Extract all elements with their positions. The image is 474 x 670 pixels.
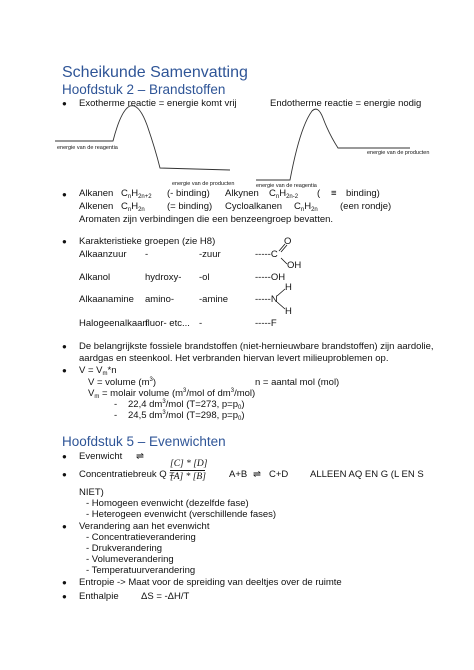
exo-producten-label: energie van de producten xyxy=(172,181,235,187)
endotherm-text: Endotherme reactie = energie nodig xyxy=(270,98,422,109)
endo-reagentia-label: energie van de reagentia xyxy=(256,183,317,189)
volume-definition: V = volume $(m^3)$ xyxy=(88,377,157,388)
group-prefix: fluor- etc... xyxy=(145,318,190,329)
reactants: A+B xyxy=(229,469,248,480)
alkeen-binding: (= binding) xyxy=(167,201,213,212)
group-suffix: -ol xyxy=(199,272,210,283)
verandering-item: - Volumeverandering xyxy=(86,554,174,565)
group-prefix: - xyxy=(145,249,149,260)
bullet-icon: ● xyxy=(62,522,67,531)
alkaan-formula: $C_nH_{2n+2}$ xyxy=(121,188,152,200)
bullet-icon: ● xyxy=(62,452,67,461)
group-name: Alkanol xyxy=(79,272,111,283)
cyclo-binding: (een rondje) xyxy=(340,201,392,212)
group-prefix: hydroxy- xyxy=(145,272,182,283)
alkenen-label: Alkenen xyxy=(79,201,114,212)
bullet-icon: ● xyxy=(62,366,67,375)
bullet-icon: ● xyxy=(62,190,67,199)
homogeen-text: - Homogeen evenwicht (dezelfde fase) xyxy=(86,498,249,509)
products: C+D xyxy=(269,469,289,480)
group-prefix: amino- xyxy=(145,294,175,305)
dash-icon: - xyxy=(114,410,118,421)
group-name: Halogeenalkaan xyxy=(79,318,148,329)
bullet-icon: ● xyxy=(62,592,67,601)
cyclo-formula: $C_nH_{2n}$ xyxy=(294,201,318,213)
bullet-icon: ● xyxy=(62,470,67,479)
triple-bond-icon: ≡ xyxy=(331,188,337,199)
alkanen-label: Alkanen xyxy=(79,188,114,199)
bullet-icon: ● xyxy=(62,237,67,246)
group-structure: -----N xyxy=(255,294,278,305)
alkyn-formula: $C_nH_{2n-2}$ xyxy=(269,188,299,200)
kar-groepen-heading: Karakteristieke groepen (zie H8) xyxy=(79,236,216,247)
vm-value-298: 24,5 $dm^3$/mol (T=298, $p=p_0$) xyxy=(128,410,245,422)
chapter-5-heading: Hoofdstuk 5 – Evenwichten xyxy=(62,434,226,449)
verandering-item: - Concentratieverandering xyxy=(86,532,196,543)
bullet-icon: ● xyxy=(62,342,67,351)
mol-definition: n = aantal mol (mol) xyxy=(255,377,340,388)
verandering-item: - Temperatuurverandering xyxy=(86,565,196,576)
group-suffix: -zuur xyxy=(199,249,221,260)
heterogeen-text: - Heterogeen evenwicht (verschillende fases) xyxy=(86,509,277,520)
alkeen-formula: $C_nH_{2n}$ xyxy=(121,201,145,213)
alkyn-binding-open: ( xyxy=(317,188,321,199)
struct-h-bottom: H xyxy=(285,306,292,317)
verandering-heading: Verandering aan het evenwicht xyxy=(79,521,210,532)
alkynen-label: Alkynen xyxy=(225,188,259,199)
struct-o-atom: O xyxy=(284,236,292,247)
group-suffix: -amine xyxy=(199,294,229,305)
niet-text: NIET) xyxy=(79,487,104,498)
exotherm-text: Exotherme reactie = energie komt vrij xyxy=(79,98,237,109)
vm-definition: $V_m$ = molair volume ($m^3$/mol of $dm^3/mol$) xyxy=(88,388,256,400)
equilibrium-arrows-icon: ⇌ xyxy=(253,469,261,480)
aromaten-text: Aromaten zijn verbindingen die een benzeengroep bevatten. xyxy=(79,214,334,225)
group-suffix: - xyxy=(199,318,203,329)
fraction-denominator: [A] * [B] xyxy=(170,472,206,482)
endo-producten-label: energie van de producten xyxy=(367,150,430,156)
chapter-2-heading: Hoofdstuk 2 – Brandstoffen xyxy=(62,82,226,97)
group-structure: -----C xyxy=(255,249,278,260)
alkaan-binding: (- binding) xyxy=(167,188,210,199)
concentratiebreuk-label: Concentratiebreuk Q = xyxy=(79,469,175,480)
molar-volume-equation: $V = V_m*n$ xyxy=(79,365,117,377)
fraction-numerator: [C] * [D] xyxy=(170,459,208,469)
dash-icon: - xyxy=(114,399,118,410)
verandering-item: - Drukverandering xyxy=(86,543,163,554)
struct-oh-atom: OH xyxy=(287,260,302,271)
struct-h-top: H xyxy=(285,282,292,293)
evenwicht-label: Evenwicht xyxy=(79,451,123,462)
vm-value-273: 22,4 $dm^3$/mol (T=273, $p=p_0$) xyxy=(128,399,245,411)
alkyn-binding-close: binding) xyxy=(346,188,380,199)
alleen-text: ALLEEN AQ EN G (L EN S xyxy=(310,469,424,480)
entropie-text: Entropie -> Maat voor de spreiding van deeltjes over de ruimte xyxy=(79,577,342,588)
delta-s-formula: ΔS = -ΔH/T xyxy=(141,591,190,602)
group-name: Alkaanamine xyxy=(79,294,134,305)
cycloalkanen-label: Cycloalkanen xyxy=(225,201,283,212)
group-structure: -----F xyxy=(255,318,277,329)
bullet-icon: ● xyxy=(62,99,67,108)
fossiel-text-2: aardgas en steenkool. Het verbranden hiervan levert milieuproblemen op. xyxy=(79,353,389,364)
fraction xyxy=(170,459,208,482)
page-title: Scheikunde Samenvatting xyxy=(62,64,248,81)
fossiel-text-1: De belangrijkste fossiele brandstoffen (niet-hernieuwbare brandstoffen) zijn aardolie, xyxy=(79,341,434,352)
equilibrium-arrows-icon: ⇌ xyxy=(136,451,144,462)
group-name: Alkaanzuur xyxy=(79,249,127,260)
bullet-icon: ● xyxy=(62,578,67,587)
enthalpie-label: Enthalpie xyxy=(79,591,119,602)
group-structure: -----OH xyxy=(255,272,286,283)
exo-reagentia-label: energie van de reagentia xyxy=(57,145,118,151)
